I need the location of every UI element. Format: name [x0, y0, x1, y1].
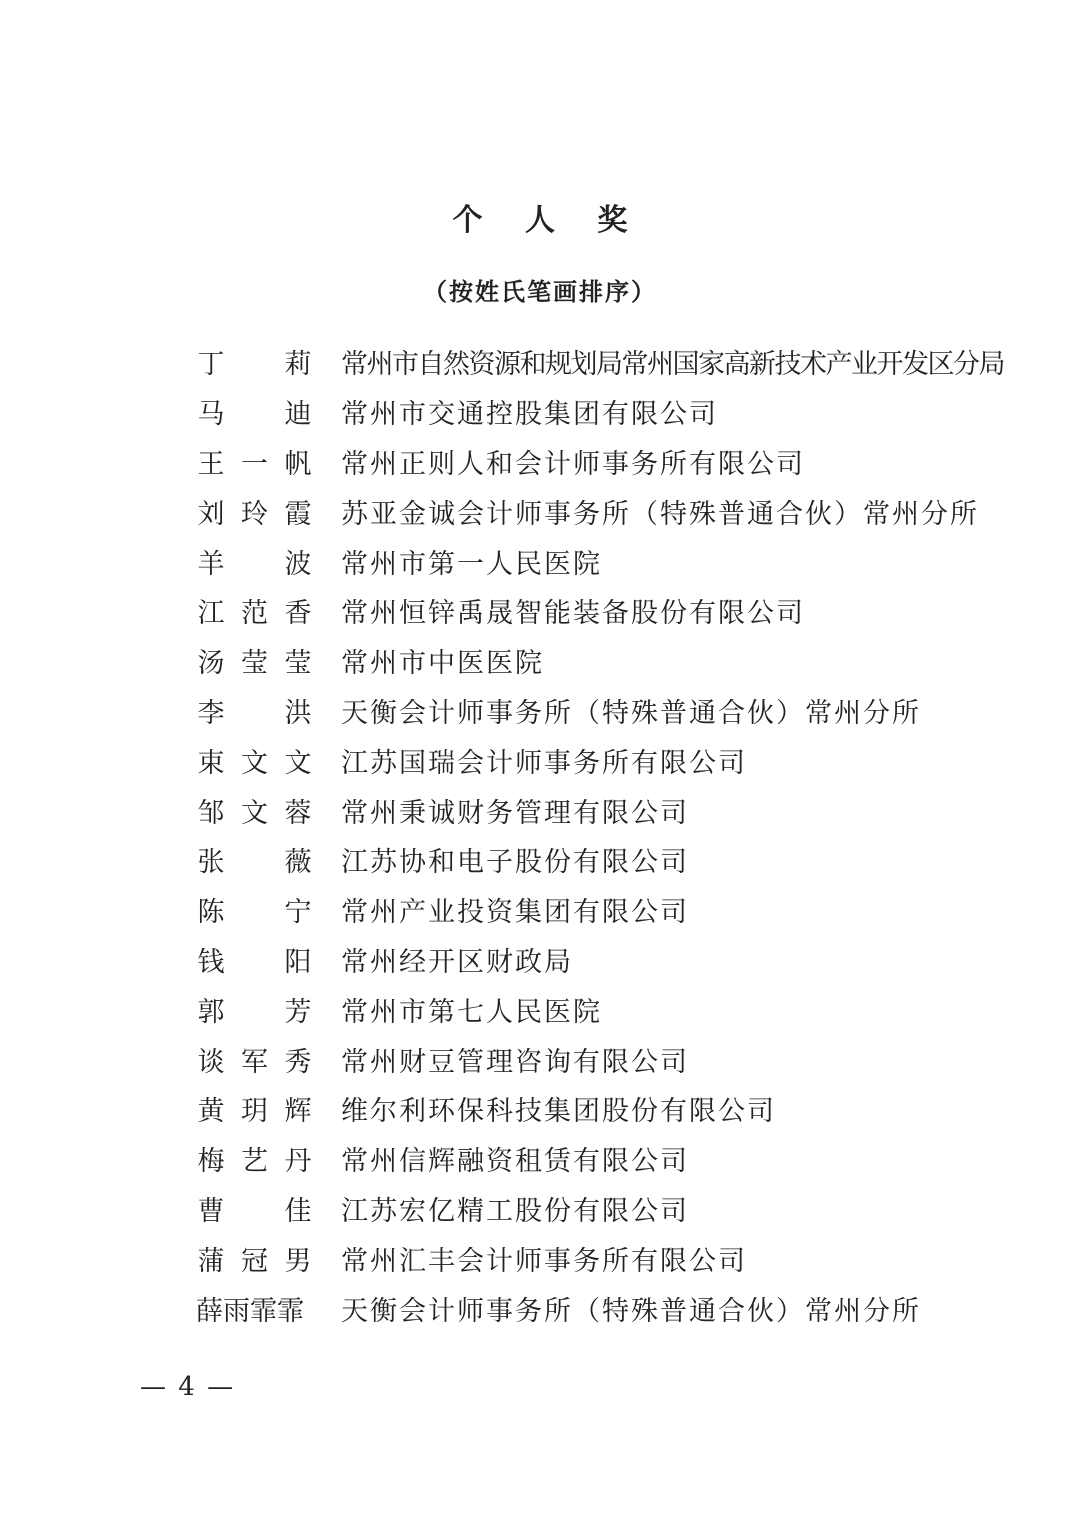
- awardee-name-char: 蓉: [284, 797, 312, 829]
- awardee-name-char: 帆: [284, 448, 312, 480]
- list-item: [196, 1233, 1056, 1283]
- awardee-organization: 江苏协和电子股份有限公司: [341, 847, 689, 879]
- awardee-name-char: [240, 940, 270, 979]
- awardee-name-char: 军: [241, 1046, 268, 1078]
- awardee-organization: 常州产业投资集团有限公司: [341, 897, 689, 929]
- awardee-name-char: 莹: [241, 648, 268, 680]
- awardee-name-char: 一: [241, 448, 268, 480]
- awardee-name-char: [240, 342, 270, 381]
- awardee-name-char: 冠: [241, 1245, 268, 1277]
- awardee-name-char: 束: [197, 747, 225, 779]
- awardee-name-char: 汤: [197, 648, 225, 680]
- awardee-name: [196, 940, 313, 979]
- awardee-organization: 常州正则人和会计师事务所有限公司: [341, 448, 805, 480]
- awardee-name-char: 男: [284, 1245, 312, 1277]
- awardee-name-char: 秀: [284, 1046, 312, 1078]
- list-item: [196, 735, 1056, 785]
- awardee-name-char: 宁: [284, 897, 312, 929]
- awardee-name-char: 玥: [241, 1096, 268, 1128]
- list-item: [196, 935, 1056, 985]
- awardee-name-char: 文: [241, 747, 268, 779]
- list-item: [196, 437, 1056, 487]
- list-item: [196, 1283, 1056, 1333]
- awardee-name-char: [240, 990, 270, 1029]
- awardee-name: [196, 1189, 313, 1228]
- awardee-name: [196, 1139, 313, 1178]
- awardee-name: [196, 791, 313, 830]
- awardee-name: [196, 990, 313, 1029]
- awardee-name-char: 佳: [284, 1195, 312, 1227]
- awardee-name: [196, 392, 313, 431]
- awardee-name: [196, 542, 313, 581]
- awardee-name-char: 阳: [284, 946, 312, 978]
- awardee-organization: 江苏宏亿精工股份有限公司: [341, 1195, 689, 1227]
- awardee-name-char: 文: [284, 747, 312, 779]
- list-item: [196, 586, 1056, 636]
- awardee-name-char: 黄: [197, 1096, 225, 1128]
- list-item: [196, 536, 1056, 586]
- awardee-name-char: [240, 890, 270, 929]
- awardee-organization: 常州财豆管理咨询有限公司: [341, 1046, 689, 1078]
- awardee-organization: 维尔利环保科技集团股份有限公司: [341, 1096, 776, 1128]
- list-item: [196, 387, 1056, 437]
- list-item: [196, 636, 1056, 686]
- awardee-name-char: 芳: [284, 996, 312, 1028]
- awardee-organization: 常州信辉融资租赁有限公司: [341, 1146, 689, 1178]
- awardee-name: [196, 1089, 313, 1128]
- awardee-name-char: 丹: [284, 1146, 312, 1178]
- awardee-name-char: [240, 840, 270, 879]
- awardee-name: [196, 1289, 313, 1328]
- awardee-organization: 常州市自然资源和规划局常州国家高新技术产业开发区分局: [341, 349, 1004, 381]
- awardee-name-char: 曹: [197, 1195, 225, 1227]
- awardee-list: [196, 337, 1056, 1333]
- awardee-name-char: 羊: [197, 548, 225, 580]
- awardee-name-char: 邹: [197, 797, 225, 829]
- page-subtitle: （按姓氏笔画排序）: [423, 278, 657, 306]
- awardee-name-char: [240, 392, 270, 431]
- awardee-name-char: [240, 542, 270, 581]
- awardee-organization: 常州经开区财政局: [341, 946, 573, 978]
- awardee-name-char: 迪: [284, 399, 312, 431]
- page-number: — 4 —: [140, 1372, 236, 1402]
- list-item: [196, 1184, 1056, 1234]
- awardee-organization: 天衡会计师事务所（特殊普通合伙）常州分所: [341, 697, 921, 729]
- awardee-name-char: 张: [197, 847, 225, 879]
- awardee-name-char: 玲: [241, 498, 268, 530]
- awardee-name-char: 李: [197, 697, 225, 729]
- list-item: [196, 1034, 1056, 1084]
- page-title: 个 人 奖: [452, 203, 644, 238]
- awardee-name-char: 波: [284, 548, 312, 580]
- awardee-name-char: 蒲: [197, 1245, 225, 1277]
- awardee-organization: 常州市中医医院: [341, 648, 544, 680]
- awardee-name-char: 薛雨霏霏: [196, 1295, 304, 1327]
- awardee-name-char: 香: [284, 598, 312, 630]
- awardee-name-char: [240, 691, 270, 730]
- list-item: [196, 785, 1056, 835]
- awardee-organization: 常州市交通控股集团有限公司: [341, 399, 718, 431]
- awardee-name: [196, 1239, 313, 1278]
- list-item: [196, 486, 1056, 536]
- awardee-organization: 常州恒锌禹晟智能装备股份有限公司: [341, 598, 805, 630]
- awardee-name: [196, 1040, 313, 1079]
- awardee-name-char: 莹: [284, 648, 312, 680]
- list-item: [196, 835, 1056, 885]
- awardee-name: [196, 492, 313, 531]
- list-item: [196, 885, 1056, 935]
- awardee-name-char: 江: [197, 598, 225, 630]
- list-item: [196, 337, 1056, 387]
- awardee-name-char: 文: [241, 797, 268, 829]
- awardee-name: [196, 890, 313, 929]
- list-item: [196, 984, 1056, 1034]
- awardee-name: [196, 691, 313, 730]
- list-item: [196, 686, 1056, 736]
- awardee-name-char: 王: [197, 448, 225, 480]
- awardee-name: [196, 840, 313, 879]
- awardee-name-char: 梅: [197, 1146, 225, 1178]
- awardee-name: [196, 591, 313, 630]
- awardee-organization: 常州市第七人民医院: [341, 996, 602, 1028]
- awardee-name-char: 辉: [284, 1096, 312, 1128]
- awardee-name-char: 艺: [241, 1146, 268, 1178]
- awardee-name-char: 郭: [197, 996, 225, 1028]
- awardee-name-char: 洪: [284, 697, 312, 729]
- awardee-organization: 江苏国瑞会计师事务所有限公司: [341, 747, 747, 779]
- awardee-name-char: 霞: [284, 498, 312, 530]
- awardee-name: [196, 342, 313, 381]
- awardee-name-char: 莉: [284, 349, 312, 381]
- awardee-organization: 常州市第一人民医院: [341, 548, 602, 580]
- awardee-name-char: 谈: [197, 1046, 225, 1078]
- awardee-name-char: 马: [197, 399, 225, 431]
- awardee-organization: 苏亚金诚会计师事务所（特殊普通合伙）常州分所: [341, 498, 979, 530]
- awardee-name-char: 钱: [197, 946, 225, 978]
- awardee-organization: 常州秉诚财务管理有限公司: [341, 797, 689, 829]
- list-item: [196, 1084, 1056, 1134]
- awardee-name-char: 范: [241, 598, 268, 630]
- awardee-name-char: 刘: [197, 498, 225, 530]
- awardee-name-char: 丁: [197, 349, 225, 381]
- awardee-name: [196, 641, 313, 680]
- awardee-name-char: 陈: [197, 897, 225, 929]
- awardee-name-char: 薇: [284, 847, 312, 879]
- awardee-name: [196, 741, 313, 780]
- awardee-name-char: [240, 1189, 270, 1228]
- awardee-organization: 常州汇丰会计师事务所有限公司: [341, 1245, 747, 1277]
- awardee-organization: 天衡会计师事务所（特殊普通合伙）常州分所: [341, 1295, 921, 1327]
- awardee-name: [196, 442, 313, 481]
- list-item: [196, 1134, 1056, 1184]
